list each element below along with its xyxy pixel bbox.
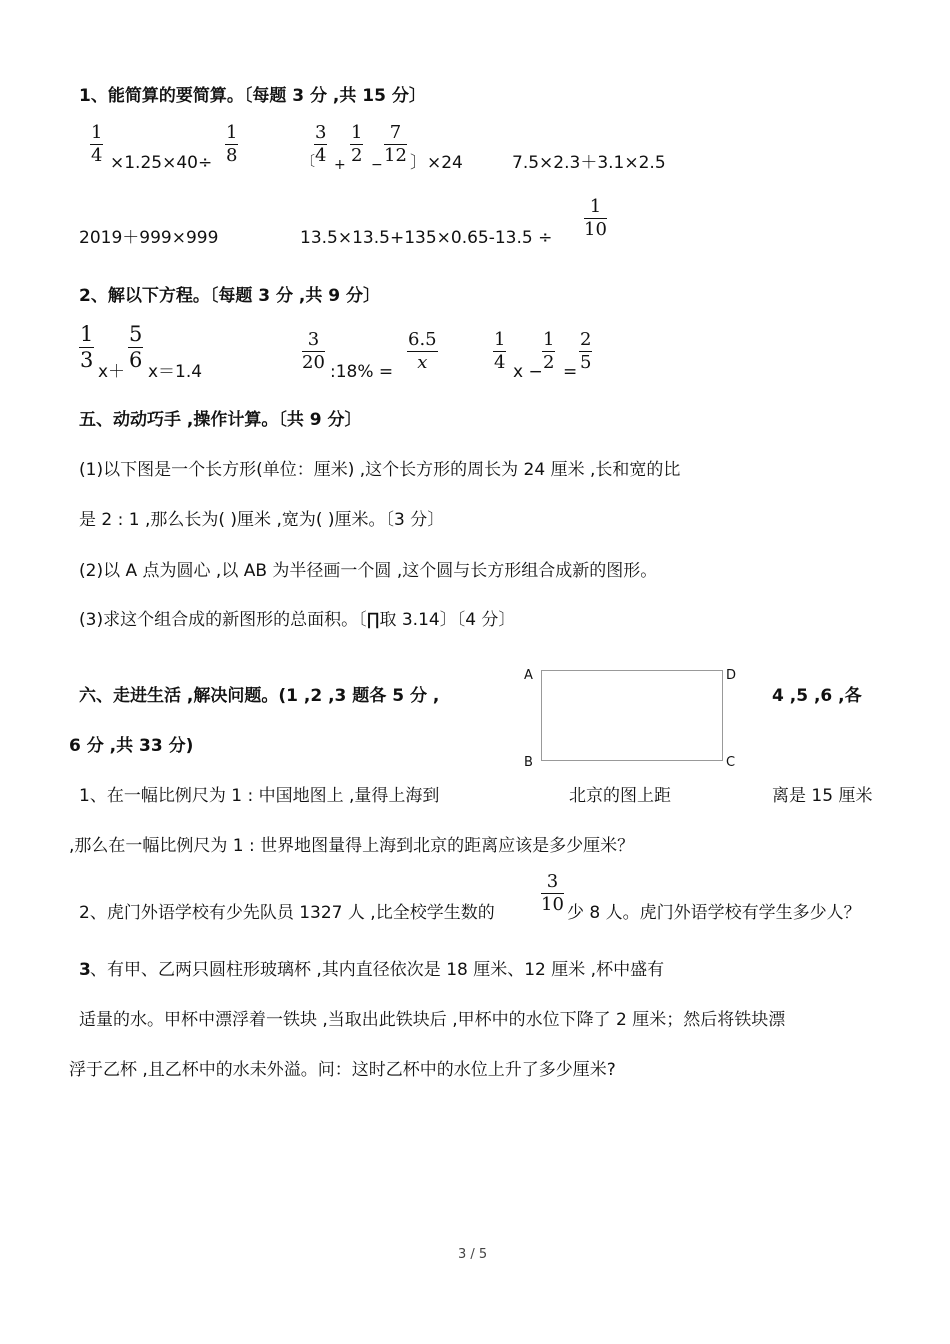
section-1-title: 1、能简算的要简算。〔每题 3 分 ,共 15 分〕 <box>79 86 426 106</box>
fraction: $\frac{3}{4}$ <box>315 122 327 166</box>
label-c: C <box>726 755 736 770</box>
fraction: $\frac{1}{4}$ <box>494 329 506 373</box>
fraction: $\frac{2}{5}$ <box>580 329 592 373</box>
question-1-part-3: 离是 15 厘米 <box>772 786 873 806</box>
expr-4: 2019＋999×999 <box>79 228 219 248</box>
question-3-line-3: 浮于乙杯 ,且乙杯中的水未外溢。问：这时乙杯中的水位上升了多少厘米? <box>69 1060 616 1080</box>
question-1-part-4: ,那么在一幅比例尺为 1 : 世界地图量得上海到北京的距离应该是多少厘米？ <box>69 836 635 856</box>
rectangle <box>541 670 723 761</box>
fraction: $\frac{5}{6}$ <box>129 322 143 372</box>
fraction: $\frac{3}{20}$ <box>302 329 325 373</box>
fraction: $\frac{1}{10}$ <box>584 196 607 240</box>
fraction: $\frac{1}{2}$ <box>543 329 555 373</box>
expr-3: 7.5×2.3＋3.1×2.5 <box>512 153 666 173</box>
fraction: $\frac{1}{8}$ <box>226 122 238 166</box>
section-6-title-cont: 6 分 ,共 33 分) <box>69 736 194 756</box>
fraction: $\frac{6.5}{x}$ <box>408 329 437 373</box>
fraction: $\frac{1}{2}$ <box>351 122 363 166</box>
fraction: $\frac{1}{3}$ <box>80 322 94 372</box>
fraction: $\frac{1}{4}$ <box>91 122 103 166</box>
label-a: A <box>524 668 533 683</box>
question-1-part-2: 北京的图上距 <box>569 786 671 806</box>
paragraph: (1)以下图是一个长方形(单位：厘米) ,这个长方形的周长为 24 厘米 ,长和宽的比 <box>79 460 681 480</box>
paragraph: (3)求这个组合成的新图形的总面积。〔∏取 3.14〕〔4 分〕 <box>79 610 516 630</box>
section-6-title: 六、走进生活 ,解决问题。(1 ,2 ,3 题各 5 分 , <box>79 686 440 706</box>
label-d: D <box>726 668 737 683</box>
paragraph: (2)以 A 点为圆心 ,以 AB 为半径画一个圆 ,这个圆与长方形组合成新的图形。 <box>79 561 658 581</box>
label-b: B <box>524 755 533 770</box>
question-1-part-1: 1、在一幅比例尺为 1 : 中国地图上 ,量得上海到 <box>79 786 440 806</box>
page-number: 3 / 5 <box>458 1247 488 1262</box>
question-3-line-2: 适量的水。甲杯中漂浮着一铁块 ,当取出此铁块后 ,甲杯中的水位下降了 2 厘米；然后将铁块漂 <box>79 1010 786 1030</box>
section-6-title-right: 4 ,5 ,6 ,各 <box>772 686 862 706</box>
fraction: $\frac{3}{10}$ <box>541 871 564 915</box>
section-5-title: 五、动动巧手 ,操作计算。〔共 9 分〕 <box>79 410 362 430</box>
paragraph: 是 2 : 1 ,那么长为( )厘米 ,宽为( )厘米。〔3 分〕 <box>79 510 445 530</box>
fraction: $\frac{7}{12}$ <box>384 122 407 166</box>
section-2-title: 2、解以下方程。〔每题 3 分 ,共 9 分〕 <box>79 286 381 306</box>
